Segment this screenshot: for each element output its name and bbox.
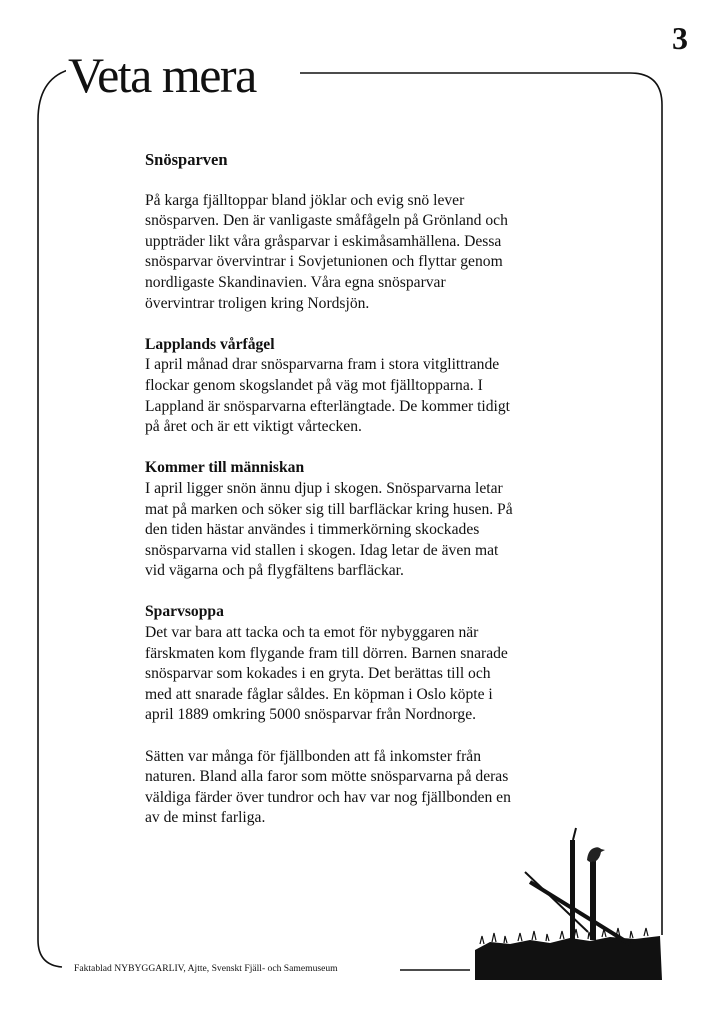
- section-sparvsoppa: [145, 602, 585, 726]
- text-line: flockar genom skogslandet på väg mot fjälltopparna. I: [145, 376, 483, 394]
- text-line: På karga fjälltoppar bland jöklar och evig snö lever: [145, 191, 465, 209]
- fence-post-left: [570, 840, 575, 940]
- text-line: snösparvar som kokades i en gryta. Det berättas till och: [145, 665, 491, 683]
- text-line: april 1889 omkring 5000 snösparvar från Nordnorge.: [145, 706, 477, 724]
- section-heading: Kommer till människan: [145, 459, 305, 477]
- text-line: snösparvarna vid stallen i skogen. Idag letar de även mat: [145, 541, 499, 559]
- text-line: färskmaten kom flygande fram till dörren. Barnen snarade: [145, 644, 508, 662]
- footer-credit: Faktablad NYBYGGARLIV, Ajtte, Svenskt Fjäll- och Samemuseum: [71, 962, 341, 976]
- text-line: snösparven. Den är vanligaste småfågeln på Grönland och: [145, 212, 508, 230]
- text-line: uppträder likt våra gråsparvar i eskimåsamhällena. Dessa: [145, 232, 502, 250]
- text-line: av de minst farliga.: [145, 809, 266, 827]
- page-title: Veta mera: [66, 50, 262, 100]
- article: [145, 150, 585, 850]
- text-line: väldiga färder över tundror och hav var nog fjällbonden en: [145, 788, 511, 806]
- text-line: Lappland är snösparvarna efterlängtade. De kommer tidigt: [145, 397, 511, 415]
- page-number: 3: [672, 20, 688, 56]
- section-heading: Lapplands vårfågel: [145, 335, 275, 353]
- intro-paragraph: [145, 191, 585, 315]
- text-line: Det var bara att tacka och ta emot för nybyggaren när: [145, 624, 479, 642]
- text-line: I april ligger snön ännu djup i skogen. Snösparvarna letar: [145, 479, 503, 497]
- section-heading: Sparvsoppa: [145, 603, 224, 621]
- text-line: på året och är ett viktigt vårtecken.: [145, 418, 362, 436]
- ground-shape: [475, 936, 662, 980]
- text-line: snösparvar övervintrar i Sovjetunionen och flyttar genom: [145, 253, 503, 271]
- text-line: I april månad drar snösparvarna fram i stora vitglittrande: [145, 356, 500, 374]
- section-kommer-till-manniskan: [145, 458, 585, 582]
- fence-post-right: [590, 860, 596, 940]
- text-line: nordligaste Skandinavien. Våra egna snösparvar: [145, 273, 446, 291]
- text-line: Sätten var många för fjällbonden att få inkomster från: [145, 747, 482, 765]
- post-tip: [573, 828, 576, 840]
- article-title: Snösparven: [145, 150, 228, 169]
- snow-bunting-bird: [587, 847, 605, 862]
- text-line: vid vägarna och på flygfältens barfläckar.: [145, 562, 404, 580]
- text-line: naturen. Bland alla faror som mötte snösparvarna på deras: [145, 768, 509, 786]
- text-line: mat på marken och söker sig till barfläckar kring husen. På: [145, 500, 513, 518]
- frame-border: [38, 70, 68, 967]
- text-line: med att snarade fåglar såldes. En köpman i Oslo köpte i: [145, 685, 493, 703]
- closing-paragraph: [145, 747, 585, 829]
- text-line: övervintrar troligen kring Nordsjön.: [145, 294, 370, 312]
- text-line: den tiden hästar användes i timmerkörning skockades: [145, 521, 480, 539]
- bird-on-fence-illustration: [470, 820, 670, 980]
- section-lapplands-varfagel: [145, 335, 585, 438]
- fence-rail: [525, 872, 588, 932]
